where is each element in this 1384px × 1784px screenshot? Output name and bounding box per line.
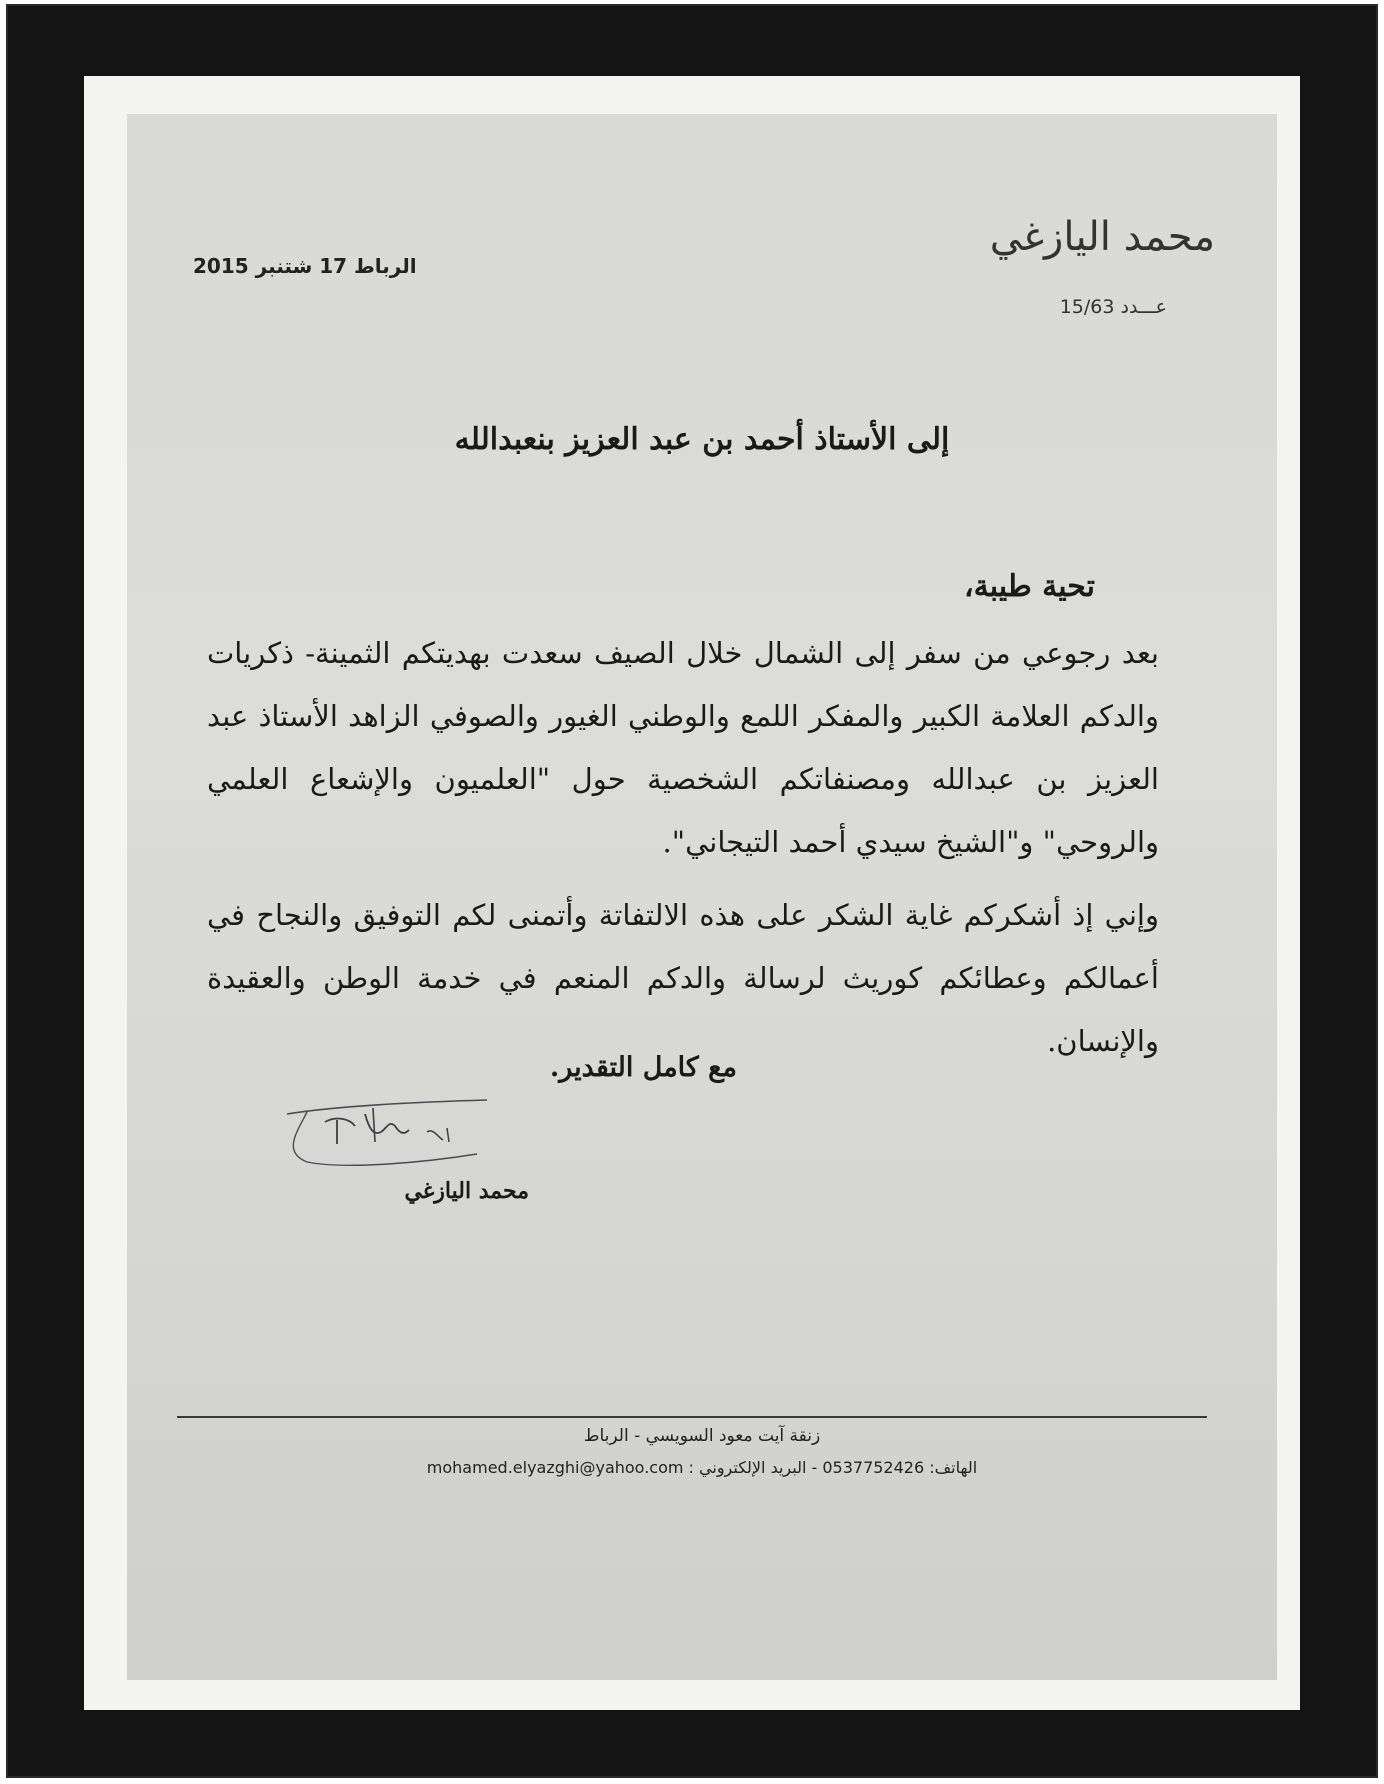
picture-frame (6, 4, 1378, 1778)
letterhead-name: محمد اليازغي (989, 214, 1215, 260)
body-paragraph-2: وإني إذ أشكركم غاية الشكر على هذه الالتفاتة وأتمنى لكم التوفيق والنجاح في أعمالكم وعطائكم كوريث لرسالة والدكم المنعم في خدمة الوطن والعقيدة والإنسان. (207, 898, 1159, 1058)
footer-contact: الهاتف: 0537752426 - البريد الإلكتروني : mohamed.elyazghi@yahoo.com (426, 1458, 978, 1477)
footer-email-label: البريد الإلكتروني : (688, 1458, 807, 1477)
frame-mat (84, 76, 1300, 1710)
letter-page (127, 114, 1277, 1680)
letter-date: الرباط 17 شتنبر 2015 (193, 254, 417, 278)
body-paragraph-1: بعد رجوعي من سفر إلى الشمال خلال الصيف سعدت بهديتكم الثمينة- ذكريات والدكم العلامة الكبير والمفكر اللمع والوطني الغيور والصوفي الزاهد الأستاذ عبد العزيز بن عبدالله ومصنفاتكم الشخصية حول "العلميون والإشعاع العلمي والروحي" و"الشيخ سيدي أحمد التيجاني". (207, 636, 1159, 859)
closing-line: مع كامل التقدير. (549, 1052, 737, 1083)
footer-phone: الهاتف: 0537752426 (822, 1458, 978, 1477)
greeting: تحية طيبة، (963, 569, 1095, 604)
footer-address: زنقة آيت معود السويسي - الرباط (583, 1426, 821, 1446)
footer-email: mohamed.elyazghi@yahoo.com (426, 1458, 684, 1477)
footer-divider (177, 1416, 1207, 1418)
reference-number: عـــدد 15/63 (1059, 296, 1167, 318)
signatory-name: محمد اليازغي (404, 1178, 529, 1204)
handwritten-signature (277, 1092, 497, 1188)
recipient-line: إلى الأستاذ أحمد بن عبد العزيز بنعبدالله (454, 422, 950, 457)
